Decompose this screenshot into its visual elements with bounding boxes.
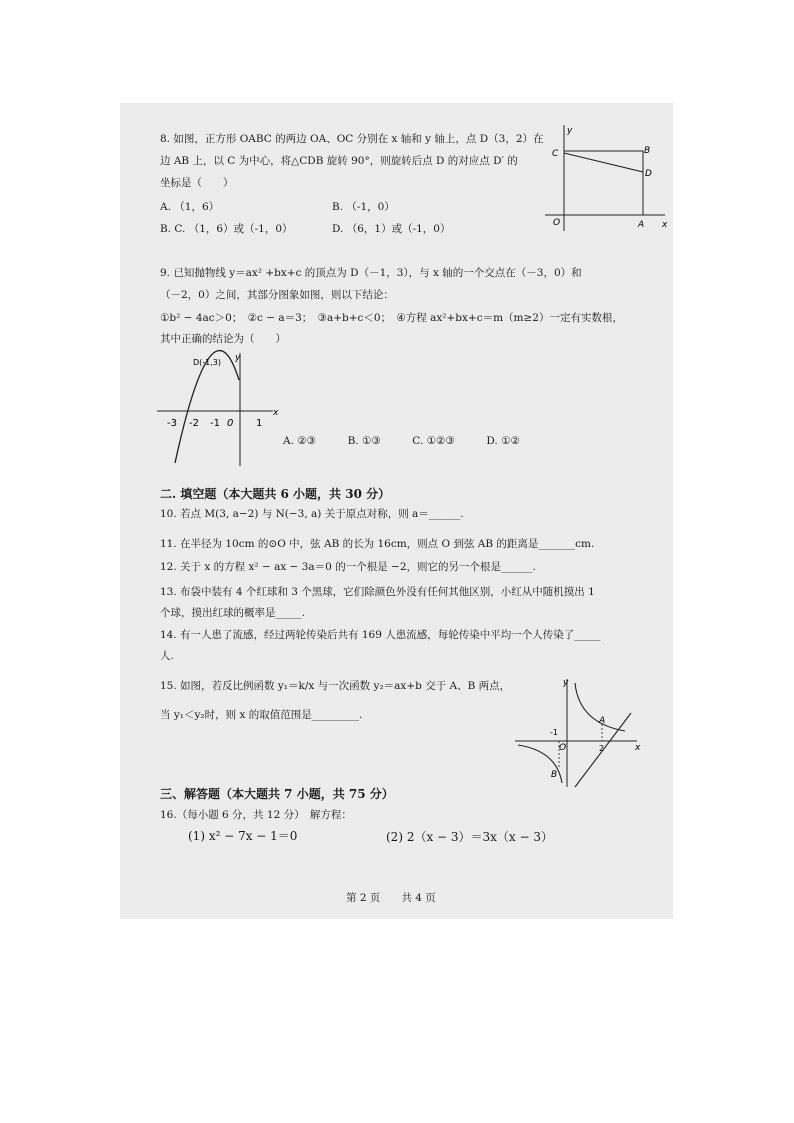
q8-line1: 8. 如图，正方形 OABC 的两边 OA、OC 分别在 x 轴和 y 轴上，点 D（3，2）在 [160,133,544,145]
q8-option-d: D. （6，1）或（-1，0） [332,223,451,235]
q16-part1: (1) x² − 7x − 1＝0 [188,829,298,843]
q9-tick-m3: -3 [167,418,177,429]
q16-part2: (2) 2（x − 3）＝3x（x − 3） [386,830,554,844]
q9-line3: ①b² − 4ac＞0； ②c − a＝3； ③a+b+c＜0； ④方程 ax²+bx+c＝m（m≥2）一定有实数根， [160,312,623,324]
q15-line2: 当 y₁＜y₂时，则 x 的取值范围是_________. [160,709,363,721]
q8-line3: 坐标是（ ） [160,177,234,189]
q15-hyperbola-figure [513,675,643,790]
q8-option-a: A. （1，6） [160,201,220,213]
q15-x-label: x [635,743,641,753]
q10: 10. 若点 M(3, a−2) 与 N(−3, a) 关于原点对称，则 a＝______. [160,508,464,520]
page-footer: 第 2 页 共 4 页 [346,892,436,904]
q15-tick-m1: -1 [550,728,558,737]
q9-x-label: x [273,408,279,418]
q15-point-a: A [599,716,606,726]
q8-label-o: O [553,218,561,228]
q8-label-a: A [638,220,645,230]
q9-options: A. ②③ B. ①③ C. ①②③ D. ①② [283,435,520,447]
q8-label-y: y [567,126,573,136]
q8-label-b: B [644,146,651,156]
q9-parabola-figure [155,348,285,468]
q15-point-b: B [551,770,558,780]
q9-tick-m2: -2 [189,418,199,429]
q9-tick-m1: -1 [210,418,220,429]
q8-option-c: B. C. （1，6）或（-1，0） [160,223,293,235]
q9-line4: 其中正确的结论为（ ） [160,333,286,345]
q11: 11. 在半径为 10cm 的⊙O 中，弦 AB 的长为 16cm，则点 O 到弦 AB 的距离是_______cm. [160,538,595,550]
q13-line2: 个球，摸出红球的概率是_____. [160,607,306,619]
q15-line1: 15. 如图，若反比例函数 y₁＝k/x 与一次函数 y₂＝ax+b 交于 A、B 两点， [160,680,511,692]
section-2-title: 二. 填空题（本大题共 6 小题，共 30 分） [160,487,391,501]
q8-label-x: x [662,220,668,230]
q14-line1: 14. 有一人患了流感，经过两轮传染后共有 169 人患流感，每轮传染中平均一个人传染了_____ [160,629,601,641]
q12: 12. 关于 x 的方程 x² − ax − 3a＝0 的一个根是 −2，则它的另一个根是______. [160,561,536,573]
q15-y-label: y [563,678,569,688]
q9-y-label: y [235,353,241,363]
q9-line1: 9. 已知抛物线 y＝ax² +bx+c 的顶点为 D（－1，3），与 x 轴的一个交点在（－3，0）和 [160,267,582,279]
q8-label-c: C [552,149,559,159]
q14-line2: 人. [160,650,174,662]
q8-square-figure [540,123,670,233]
exam-page [120,103,673,919]
q15-tick-2: 2 [599,744,605,753]
section-3-title: 三、解答题（本大题共 7 小题，共 75 分） [160,787,394,801]
q9-vertex-label: D(-1,3) [193,358,222,367]
q9-tick-1: 1 [256,418,263,429]
q8-option-b: B. （-1，0） [332,201,395,213]
q9-tick-0: 0 [227,418,234,429]
q16-line1: 16.（每小题 6 分，共 12 分） 解方程： [160,809,352,821]
q8-line2: 边 AB 上，以 C 为中心，将△CDB 旋转 90°，则旋转后点 D 的对应点 D′ 的 [160,155,518,167]
q13-line1: 13. 布袋中装有 4 个红球和 3 个黑球，它们除颜色外没有任何其他区别，小红从中随机摸出 1 [160,586,595,598]
q8-label-d: D [645,169,652,179]
q9-line2: （－2，0）之间，其部分图象如图，则以下结论： [160,289,394,301]
q15-origin-label: O [559,743,567,753]
